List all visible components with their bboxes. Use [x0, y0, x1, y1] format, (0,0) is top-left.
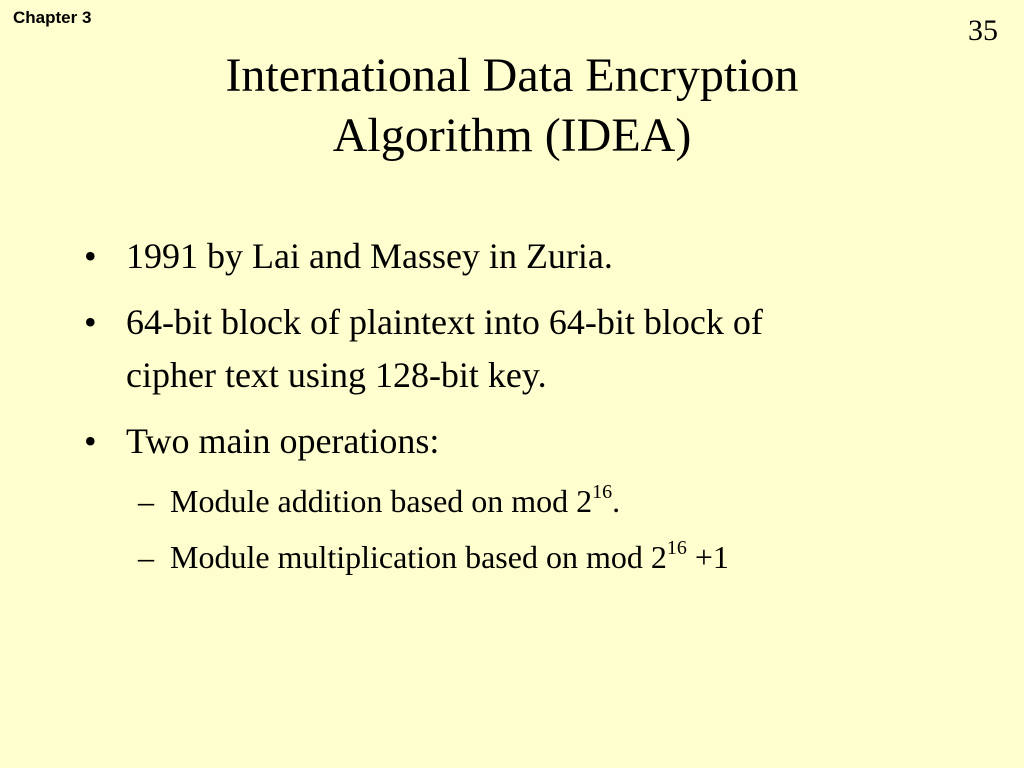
chapter-label: Chapter 3: [13, 8, 92, 27]
sub-bullet-text: Module addition based on mod 2: [170, 483, 593, 519]
slide-title: [0, 46, 1024, 166]
sub-bullet-item: [84, 481, 984, 521]
bullet-item: [84, 415, 984, 468]
sub-bullet-suffix: .: [612, 483, 621, 519]
bullet-text-line-1: 64-bit block of plaintext into 64-bit block of: [126, 302, 763, 342]
bullet-item: [84, 230, 984, 283]
title-line-2: Algorithm (IDEA): [332, 109, 692, 162]
sub-bullet-marker: –: [138, 539, 154, 575]
bullet-text: 1991 by Lai and Massey in Zuria.: [126, 236, 613, 276]
bullet-marker: •: [84, 302, 97, 342]
sub-bullet-text: Module multiplication based on mod 2: [170, 539, 667, 575]
sub-bullet-suffix: +1: [686, 539, 729, 575]
page-number: 35: [968, 14, 998, 47]
bullet-list: [84, 230, 984, 593]
title-line-1: International Data Encryption: [225, 49, 799, 102]
superscript: 16: [666, 537, 687, 560]
superscript: 16: [592, 481, 613, 504]
sub-bullet-marker: –: [138, 483, 154, 519]
bullet-text-line-2: cipher text using 128-bit key.: [126, 355, 547, 395]
bullet-marker: •: [84, 421, 97, 461]
sub-bullet-item: [84, 537, 984, 577]
bullet-item: [84, 296, 984, 402]
bullet-marker: •: [84, 236, 97, 276]
bullet-text: Two main operations:: [126, 421, 440, 461]
